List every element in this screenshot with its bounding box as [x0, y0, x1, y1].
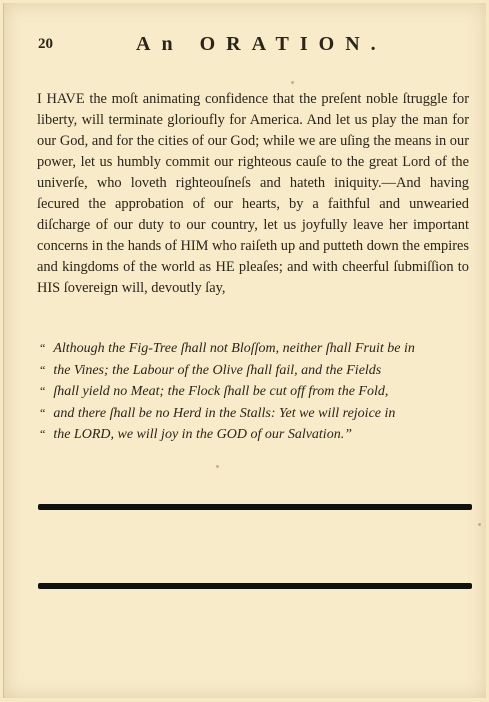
paper-speck	[478, 523, 481, 526]
running-title: An ORATION.	[136, 33, 387, 55]
quote-line-text: and there ſhall be no Herd in the Stalls: Yet we will rejoice in	[53, 405, 396, 421]
ornamental-rule-bottom	[38, 583, 472, 589]
quote-mark: “	[40, 362, 46, 377]
page-number: 20	[38, 36, 53, 52]
quote-mark: “	[40, 405, 46, 420]
quote-line-text: the LORD, we will joy in the GOD of our Salvation.”	[53, 427, 352, 442]
quote-line	[40, 381, 470, 403]
quote-line	[40, 403, 470, 425]
scripture-quote	[40, 338, 470, 446]
quote-line-text: Although the Fig-Tree ſhall not Bloſſom, neither ſhall Fruit be in	[53, 341, 415, 356]
ornamental-rule-top	[38, 504, 472, 510]
quote-line-text: ſhall yield no Meat; the Flock ſhall be cut off from the Fold,	[53, 384, 389, 399]
paper-speck	[291, 81, 294, 84]
quote-line	[40, 338, 470, 360]
quote-mark: “	[40, 427, 46, 441]
quote-mark: “	[40, 384, 46, 398]
body-paragraph	[37, 89, 469, 299]
quote-line-text: the Vines; the Labour of the Olive ſhall fail, and the Fields	[53, 362, 382, 378]
paper-speck	[216, 465, 219, 468]
quote-mark: “	[40, 341, 46, 355]
quote-line	[40, 424, 470, 446]
quote-line	[40, 360, 470, 382]
page-header	[38, 33, 458, 57]
paragraph-text: I HAVE the moſt animating confidence that the preſent noble ſtruggle for liberty, will terminate glorioufly for America. And let us play the man for our God, and for the cities of our God; while we are uſing the means in our power, let us humbly commit our righteous cauſe to the great Lord of the univerſe, who loveth righteouſneſs and hateth iniquity.—And having ſecured the approbation of our hearts, by a faithful and unwearied diſcharge of our duty to our country, let us joyfully leave her important concerns in the hands of HIM who raiſeth up and putteth down the empires and kingdoms of the world as HE pleaſes; and with cheerful ſubmiſſion to HIS ſovereign will, devoutly ſay,	[37, 91, 470, 296]
book-page	[3, 3, 486, 698]
